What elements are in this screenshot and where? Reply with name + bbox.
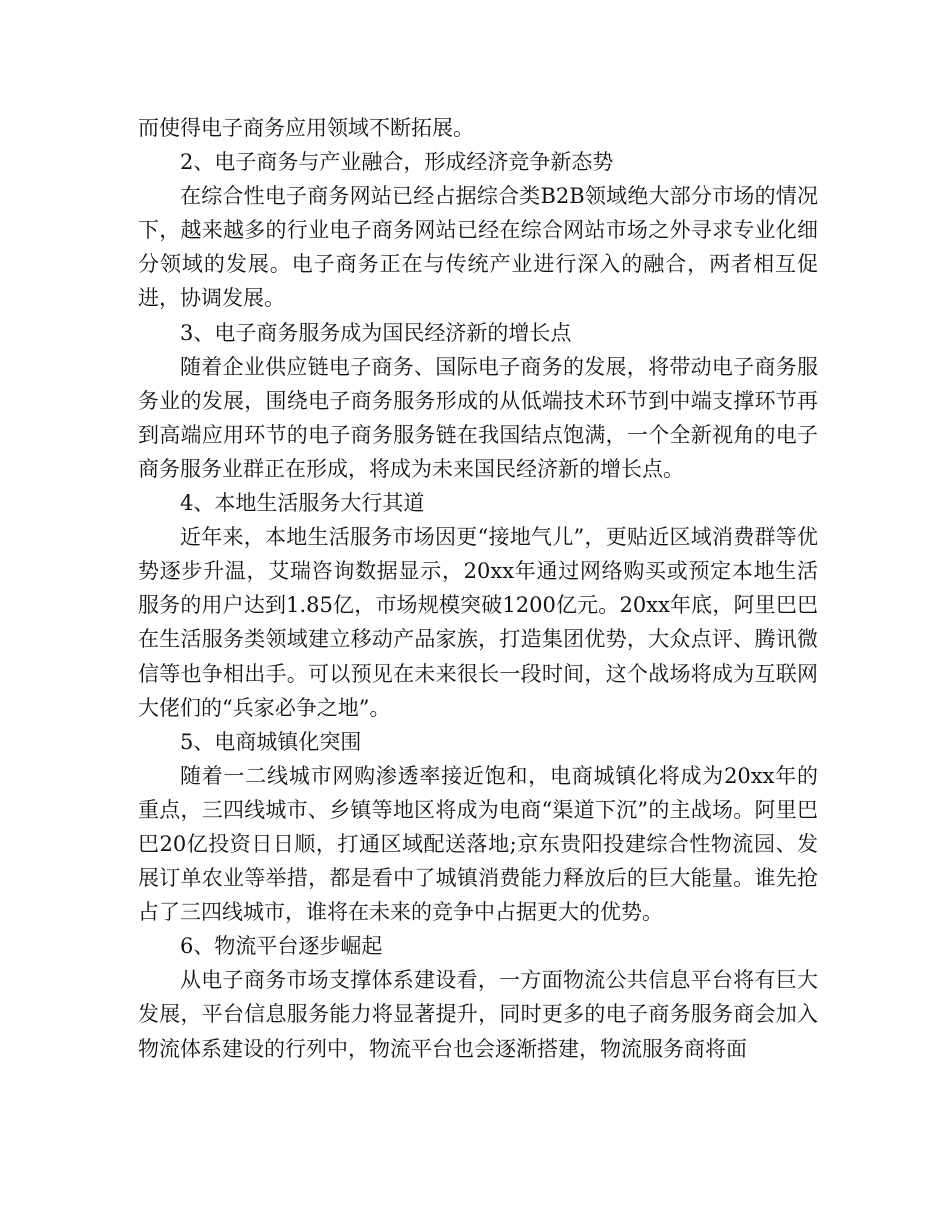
paragraph-body: 近年来，本地生活服务市场因更“接地气儿”，更贴近区域消费群等优势逐步升温，艾瑞咨询数据显示，20xx年通过网络购买或预定本地生活服务的用户达到1.85亿，市场规模突破1200亿元。20xx年底，阿里巴巴在生活服务类领域建立移动产品家族，打造集团优势，大众点评、腾讯微信等也争相出手。可以预见在未来很长一段时间，这个战场将成为互联网大佬们的“兵家必争之地”。 bbox=[138, 525, 818, 720]
paragraph-continuation: 而使得电子商务应用领域不断拓展。 bbox=[138, 116, 474, 140]
section-heading-3: 3、电子商务服务成为国民经济新的增长点 bbox=[180, 320, 572, 345]
paragraph-body: 从电子商务市场支撑体系建设看，一方面物流公共信息平台将有巨大发展，平台信息服务能力将显著提升，同时更多的电子商务服务商会加入物流体系建设的行列中，物流平台也会逐渐搭建，物流服务商将面 bbox=[138, 968, 818, 1061]
section-heading-2: 2、电子商务与产业融合，形成经济竞争新态势 bbox=[180, 150, 614, 175]
section-heading-5: 5、电商城镇化突围 bbox=[180, 729, 362, 754]
paragraph-body: 在综合性电子商务网站已经占据综合类B2B领域绝大部分市场的情况下，越来越多的行业电子商务网站已经在综合网站市场之外寻求专业化细分领域的发展。电子商务正在与传统产业进行深入的融合，两者相互促进，协调发展。 bbox=[138, 184, 818, 311]
paragraph-body: 随着一二线城市网购渗透率接近饱和，电商城镇化将成为20xx年的重点，三四线城市、乡镇等地区将成为电商“渠道下沉”的主战场。阿里巴巴20亿投资日日顺，打通区域配送落地;京东贵阳投建综合性物流园、发展订单农业等举措，都是看中了城镇消费能力释放后的巨大能量。谁先抢占了三四线城市，谁将在未来的竞争中占据更大的优势。 bbox=[138, 763, 818, 925]
paragraph-body: 随着企业供应链电子商务、国际电子商务的发展，将带动电子商务服务业的发展，围绕电子商务服务形成的从低端技术环节到中端支撑环节再到高端应用环节的电子商务服务链在我国结点饱满，一个全新视角的电子商务服务业群正在形成，将成为未来国民经济新的增长点。 bbox=[138, 354, 818, 481]
section-heading-4: 4、本地生活服务大行其道 bbox=[180, 491, 425, 516]
document-body bbox=[138, 111, 818, 1066]
section-heading-6: 6、物流平台逐步崛起 bbox=[180, 934, 383, 959]
